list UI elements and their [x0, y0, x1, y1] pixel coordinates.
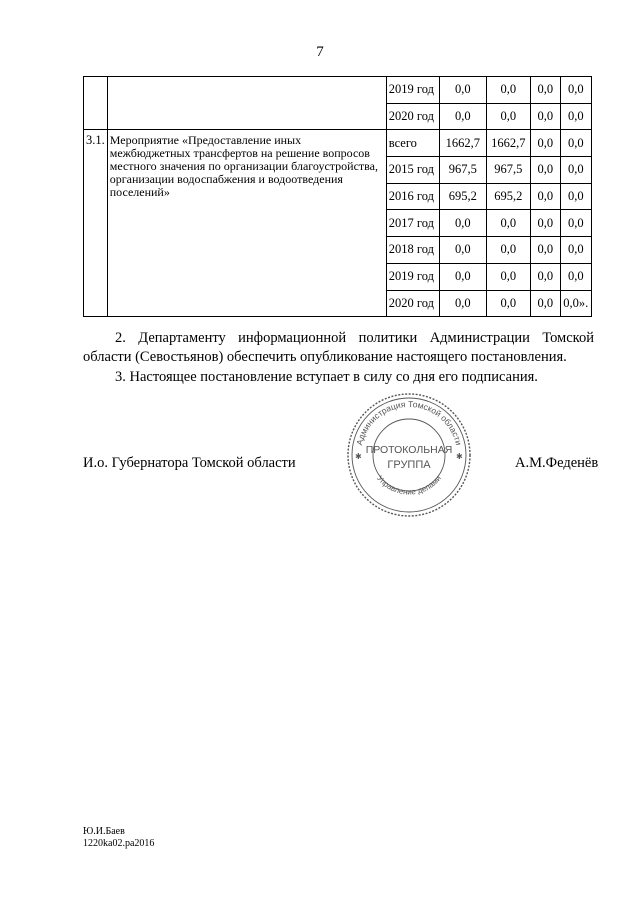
- value-cell: 1662,7: [486, 130, 530, 157]
- stamp-line2: ГРУППА: [387, 459, 431, 471]
- document-code: 1220ka02.pa2016: [83, 838, 155, 849]
- year-cell: 2015 год: [386, 157, 439, 184]
- stamp-bottom-text: Управление делами: [375, 473, 443, 497]
- value-cell: 967,5: [486, 157, 530, 184]
- year-cell: 2020 год: [386, 290, 439, 317]
- page-number: 7: [316, 44, 324, 60]
- value-cell: 0,0: [530, 237, 560, 264]
- table-row: [84, 130, 592, 157]
- value-cell: 0,0: [530, 157, 560, 184]
- value-cell: 0,0: [486, 77, 530, 104]
- executor-name: Ю.И.Баев: [83, 826, 125, 837]
- value-cell: 1662,7: [439, 130, 486, 157]
- year-cell: 2017 год: [386, 210, 439, 237]
- stamp-outer-text: Администрация Томской области: [354, 398, 464, 447]
- value-cell: 0,0: [530, 77, 560, 104]
- value-cell: 695,2: [439, 183, 486, 210]
- value-cell: 0,0: [486, 290, 530, 317]
- value-cell: 0,0: [560, 130, 591, 157]
- value-cell: 0,0: [486, 263, 530, 290]
- value-cell: 0,0: [560, 263, 591, 290]
- item-name-cell: [107, 77, 386, 130]
- value-cell: 0,0: [560, 103, 591, 130]
- budget-table: [83, 76, 592, 317]
- value-cell: 0,0: [560, 77, 591, 104]
- value-cell: 0,0: [530, 103, 560, 130]
- item-name-cell: Мероприятие «Предоставление иных межбюджетных трансфертов на решение вопросов местного значения по организации благоустройства, организации водоспабжения и водоотведения поселений»: [107, 130, 386, 317]
- value-cell: 967,5: [439, 157, 486, 184]
- year-cell: 2019 год: [386, 77, 439, 104]
- signatory-name: А.М.Феденёв: [515, 455, 599, 471]
- paragraph-effective-date: 3. Настоящее постановление вступает в силу со дня его подписания.: [115, 369, 538, 385]
- value-cell: 0,0: [560, 183, 591, 210]
- value-cell: 0,0: [439, 103, 486, 130]
- signatory-position: И.о. Губернатора Томской области: [83, 455, 296, 471]
- item-number-cell: [84, 77, 108, 130]
- value-cell: 0,0: [530, 130, 560, 157]
- value-cell: 0,0: [439, 210, 486, 237]
- value-cell: 0,0: [530, 263, 560, 290]
- year-cell: 2016 год: [386, 183, 439, 210]
- year-cell: 2018 год: [386, 237, 439, 264]
- stamp-seal: [345, 391, 473, 519]
- item-number-cell: 3.1.: [84, 130, 108, 317]
- value-cell: 0,0: [560, 157, 591, 184]
- stamp-line1: ПРОТОКОЛЬНАЯ: [365, 444, 453, 456]
- value-cell: 0,0: [530, 210, 560, 237]
- stamp-star-left-icon: ✱: [355, 452, 362, 461]
- value-cell: 0,0: [530, 183, 560, 210]
- value-cell: 0,0: [439, 290, 486, 317]
- value-cell: 0,0: [439, 263, 486, 290]
- value-cell: 0,0: [486, 210, 530, 237]
- value-cell: 0,0: [560, 237, 591, 264]
- year-cell: 2019 год: [386, 263, 439, 290]
- value-cell: 0,0: [439, 237, 486, 264]
- value-cell: 0,0».: [560, 290, 591, 317]
- value-cell: 695,2: [486, 183, 530, 210]
- table-row: [84, 77, 592, 104]
- value-cell: 0,0: [530, 290, 560, 317]
- value-cell: 0,0: [486, 237, 530, 264]
- value-cell: 0,0: [560, 210, 591, 237]
- year-cell: 2020 год: [386, 103, 439, 130]
- year-cell: всего: [386, 130, 439, 157]
- paragraph-publication: 2. Департаменту информационной политики Администрации Томской области (Севостьянов) обеспечить опубликование настоящего постановления.: [83, 330, 594, 365]
- value-cell: 0,0: [486, 103, 530, 130]
- executor-block: [83, 826, 154, 850]
- stamp-star-right-icon: ✱: [456, 452, 463, 461]
- value-cell: 0,0: [439, 77, 486, 104]
